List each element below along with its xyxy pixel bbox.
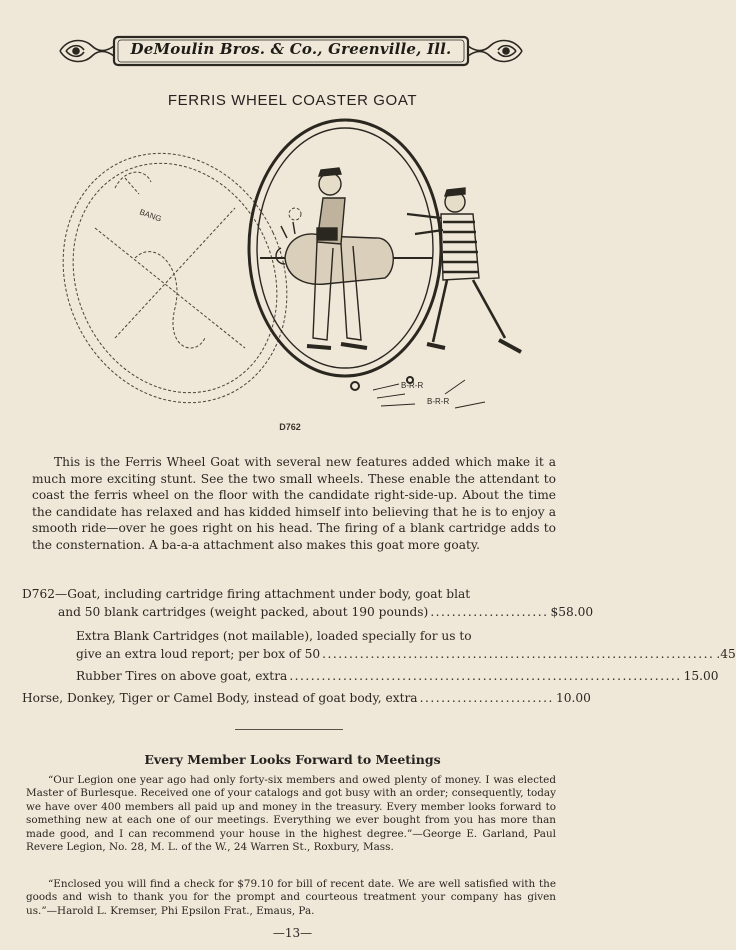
page-number: —13— <box>272 926 313 940</box>
item-text-continued: give an extra loud report; per box of 50 <box>76 647 321 661</box>
item-price: $58.00 <box>550 605 594 619</box>
section-divider <box>235 729 343 730</box>
ferris-wheel-goat-illustration <box>55 118 535 418</box>
page-title: FERRIS WHEEL COASTER GOAT <box>167 92 418 109</box>
illustration-drawing <box>55 118 535 418</box>
leader-dots: ...................... <box>430 605 549 619</box>
testimonial-kremser: “Enclosed you will find a check for $79.10 for bill of recent date. We are well satisfied with the goods and wish to thank you for the prompt and courteous treatment your company has given us.”—Harold L. Kremser, Phi Epsilon Frat., Emaus, Pa. <box>26 878 556 917</box>
item-text-continued: and 50 blank cartridges (weight packed, about 190 pounds) <box>58 605 429 619</box>
item-price: 15.00 <box>683 669 719 683</box>
sound-label-2: B-R-R <box>427 397 450 406</box>
item-text: Horse, Donkey, Tiger or Camel Body, instead of goat body, extra <box>22 691 418 705</box>
item-text: D762—Goat, including cartridge firing attachment under body, goat blat <box>22 587 471 601</box>
bang-label: BANG <box>138 207 163 224</box>
banner-text: DeMoulin Bros. & Co., Greenville, Ill. <box>130 40 452 58</box>
testimonial-garland: “Our Legion one year ago had only forty-six members and owed plenty of money. I was elected Master of Burlesque. Received one of your catalogs and got busy with an order; consequently, today we have over 400 members all paid up and money in the treasury. Every member looks forward to something new at each one of our meetings. Everything we ever bought from you has more than made good, and I can recommend your house in the highest degree.”—George E. Garland, Paul Revere Legion, No. 28, M. L. of the W., 24 Warren St., Roxbury, Mass. <box>26 774 556 854</box>
illustration-caption: D762 <box>279 422 301 432</box>
section-title: Every Member Looks Forward to Meetings <box>144 752 441 767</box>
header-banner <box>58 34 524 68</box>
price-item-cartridges <box>22 627 736 663</box>
sound-label-1: B-R-R <box>401 381 424 390</box>
leader-dots: ......................................................................... <box>289 669 682 683</box>
item-price: .45 <box>716 647 736 661</box>
price-item-goat <box>22 585 594 621</box>
product-description: This is the Ferris Wheel Goat with several new features added which make it a much more exciting stunt. See the two small wheels. These enable the attendant to coast the ferris wheel on the floor with the candidate right-side-up. About the time the candidate has relaxed and has kidded himself into believing that he is to enjoy a smooth ride—over he goes right on his head. The firing of a blank cartridge adds to the consternation. A ba-a-a attachment also makes this goat more goaty. <box>32 455 556 552</box>
item-text: Extra Blank Cartridges (not mailable), loaded specially for us to <box>76 629 472 643</box>
price-item-alt-body <box>22 689 591 707</box>
item-text: Rubber Tires on above goat, extra <box>76 669 288 683</box>
leader-dots: ......................................................................... <box>322 647 715 661</box>
item-price: 10.00 <box>555 691 591 705</box>
price-item-rubber-tires <box>22 667 719 685</box>
leader-dots: ......................... <box>419 691 554 705</box>
